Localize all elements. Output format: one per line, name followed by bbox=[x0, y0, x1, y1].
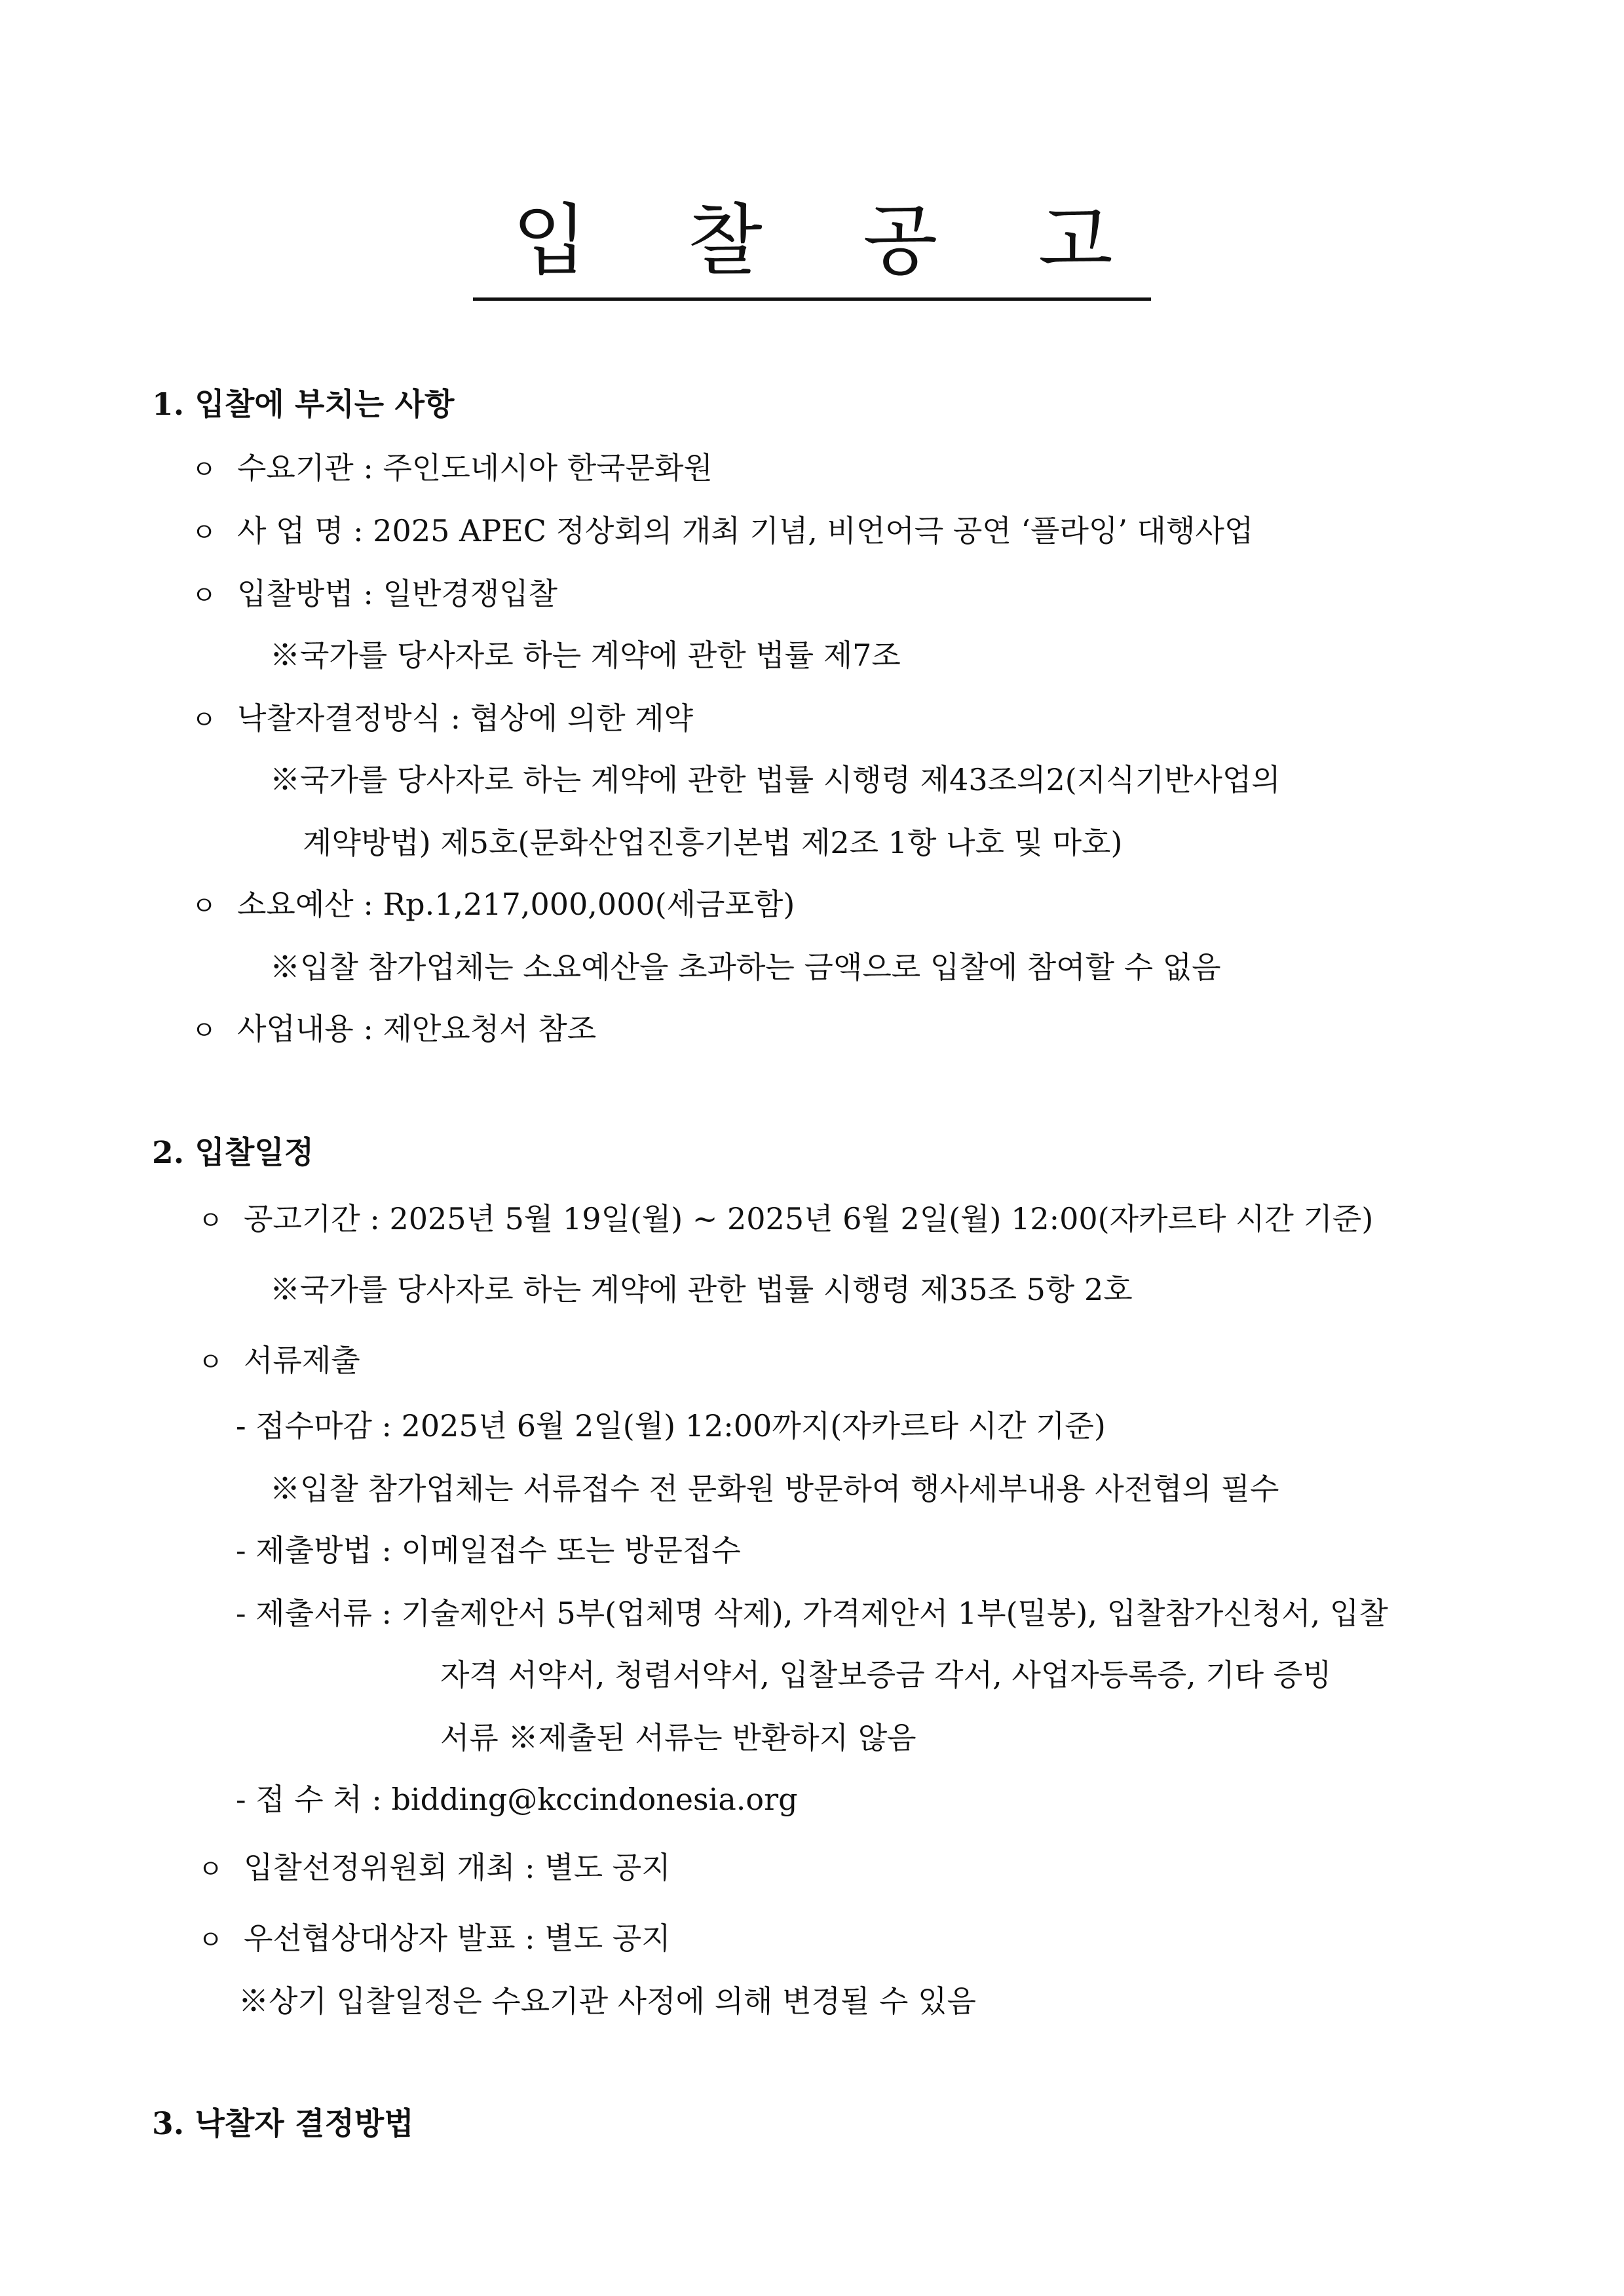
sub-item-recipient: - 접 수 처 : bidding@kccindonesia.org bbox=[236, 1782, 798, 1817]
legal-note-continued: 계약방법) 제5호(문화산업진흥기본법 제2조 1항 나호 및 마호) bbox=[303, 825, 1123, 860]
list-item: ㅇ 사 업 명 : 2025 APEC 정상회의 개최 기념, 비언어극 공연 ‘플라잉’ 대행사업 bbox=[191, 511, 1253, 552]
circle-bullet-icon: ㅇ bbox=[191, 581, 217, 611]
document-title: 입 찰 공 고 bbox=[473, 197, 1150, 301]
circle-bullet-icon: ㅇ bbox=[191, 455, 217, 485]
budget-note: ※입찰 참가업체는 소요예산을 초과하는 금액으로 입찰에 참여할 수 없음 bbox=[270, 949, 1221, 985]
visit-note: ※입찰 참가업체는 서류접수 전 문화원 방문하여 행사세부내용 사전협의 필수 bbox=[270, 1471, 1279, 1506]
legal-note: ※국가를 당사자로 하는 계약에 관한 법률 시행령 제43조의2(지식기반사업의 bbox=[270, 762, 1281, 797]
circle-bullet-icon: ㅇ bbox=[191, 705, 217, 735]
sub-item-method: - 제출방법 : 이메일접수 또는 방문접수 bbox=[236, 1533, 741, 1568]
document-title-wrap bbox=[0, 197, 1624, 301]
sub-item-documents: - 제출서류 : 기술제안서 5부(업체명 삭제), 가격제안서 1부(밀봉), 입찰참가신청서, 입찰 bbox=[236, 1596, 1388, 1631]
circle-bullet-icon: ㅇ bbox=[198, 1925, 223, 1955]
legal-note: ※국가를 당사자로 하는 계약에 관한 법률 시행령 제35조 5항 2호 bbox=[270, 1272, 1133, 1307]
sub-item-documents-continued: 자격 서약서, 청렴서약서, 입찰보증금 각서, 사업자등록증, 기타 증빙 bbox=[440, 1657, 1332, 1693]
legal-note: ※국가를 당사자로 하는 계약에 관한 법률 제7조 bbox=[270, 638, 901, 673]
list-item: ㅇ 입찰선정위원회 개최 : 별도 공지 bbox=[198, 1848, 671, 1889]
circle-bullet-icon: ㅇ bbox=[198, 1854, 223, 1885]
circle-bullet-icon: ㅇ bbox=[191, 518, 217, 548]
list-item: ㅇ 공고기간 : 2025년 5월 19일(월) ~ 2025년 6월 2일(월) 12:00(자카르타 시간 기준) bbox=[198, 1199, 1373, 1240]
list-item: ㅇ 우선협상대상자 발표 : 별도 공지 bbox=[198, 1919, 671, 1960]
section-3-heading: 3. 낙찰자 결정방법 bbox=[152, 2106, 414, 2142]
circle-bullet-icon: ㅇ bbox=[191, 1016, 217, 1046]
list-item: ㅇ 입찰방법 : 일반경쟁입찰 bbox=[191, 574, 557, 615]
sub-item-deadline: - 접수마감 : 2025년 6월 2일(월) 12:00까지(자카르타 시간 기준) bbox=[236, 1408, 1106, 1444]
circle-bullet-icon: ㅇ bbox=[198, 1347, 223, 1377]
sub-item-documents-continued: 서류 ※제출된 서류는 반환하지 않음 bbox=[440, 1720, 916, 1755]
list-item: ㅇ 낙찰자결정방식 : 협상에 의한 계약 bbox=[191, 698, 693, 740]
circle-bullet-icon: ㅇ bbox=[191, 891, 217, 921]
list-item: ㅇ 수요기관 : 주인도네시아 한국문화원 bbox=[191, 448, 713, 489]
section-2-heading: 2. 입찰일정 bbox=[152, 1135, 314, 1171]
schedule-note: ※상기 입찰일정은 수요기관 사정에 의해 변경될 수 있음 bbox=[238, 1983, 976, 2019]
list-item: ㅇ 사업내용 : 제안요청서 참조 bbox=[191, 1009, 596, 1050]
list-item: ㅇ 소요예산 : Rp.1,217,000,000(세금포함) bbox=[191, 885, 795, 926]
list-item: ㅇ 서류제출 bbox=[198, 1341, 360, 1382]
circle-bullet-icon: ㅇ bbox=[198, 1206, 223, 1236]
section-1-heading: 1. 입찰에 부치는 사항 bbox=[152, 387, 455, 423]
